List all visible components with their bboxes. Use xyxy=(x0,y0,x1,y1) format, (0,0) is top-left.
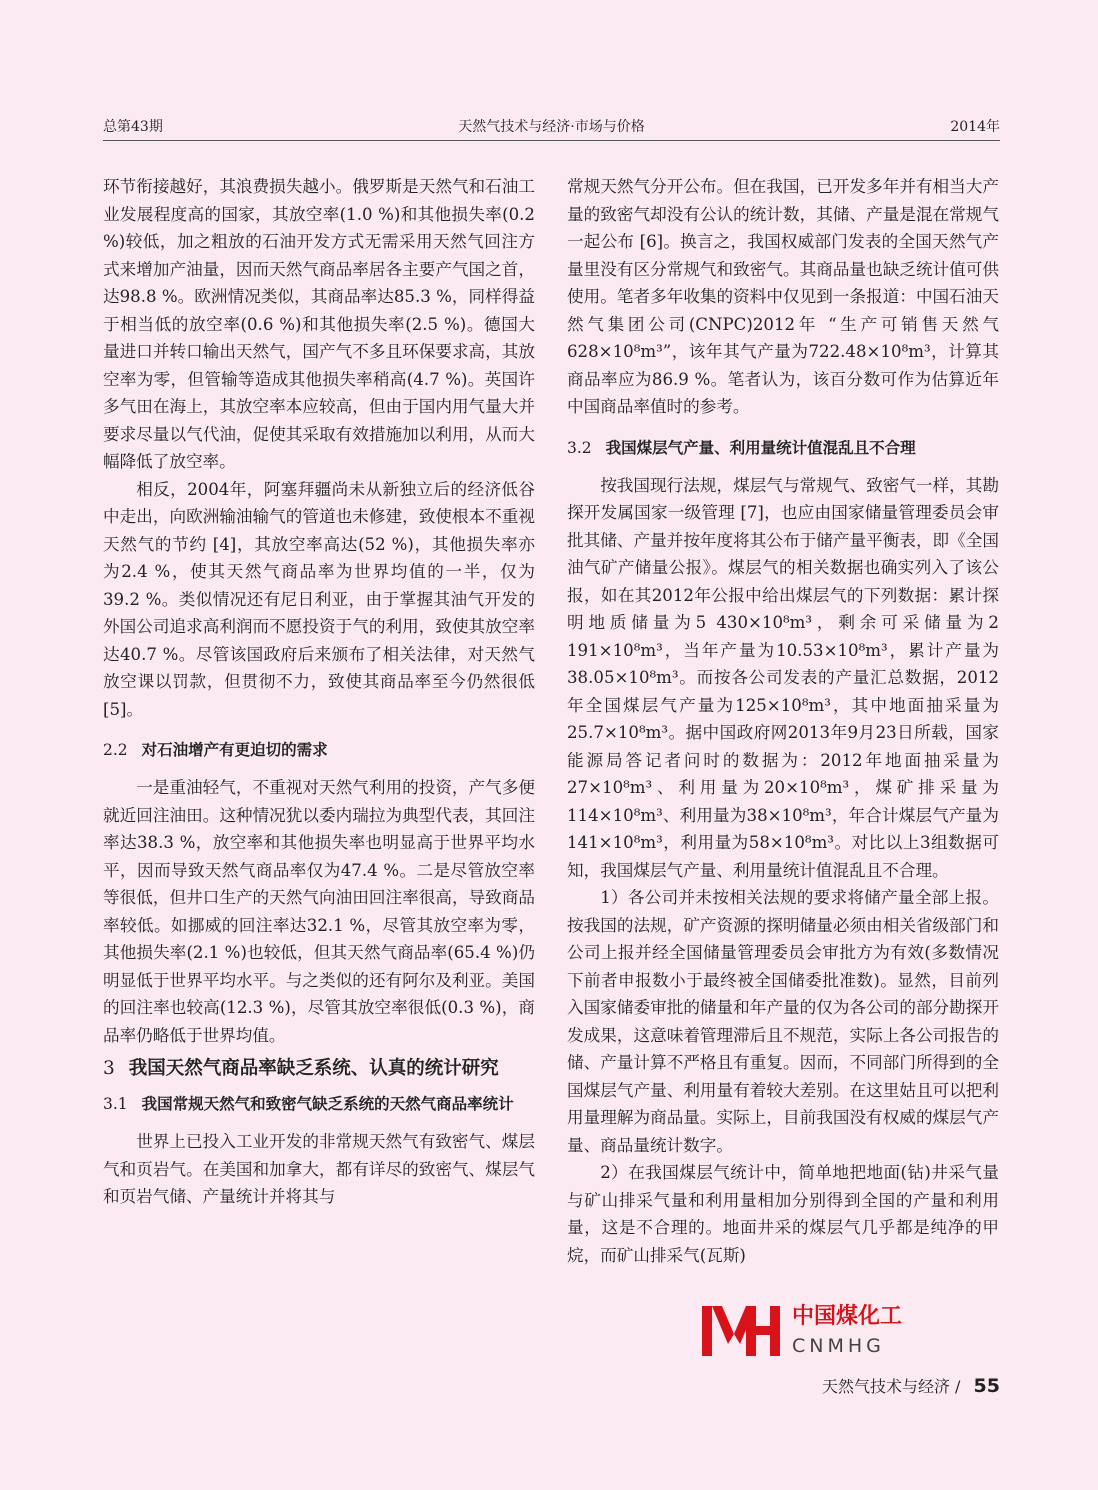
section-number: 3.2 xyxy=(567,438,592,457)
page-number: 55 xyxy=(973,1375,1000,1397)
section-heading-3-1 xyxy=(103,1091,535,1118)
paragraph: 按我国现行法规，煤层气与常规气、致密气一样，其勘探开发属国家一级管理 [7]，也应由国家储量管理委员会审批其储、产量并按年度将其公布于储产量平衡表，即《全国油气矿产储量公报》。煤层气的相关数据也确实列入了该公报，如在其2012年公报中给出煤层气的下列数据：累计探明地质储量为5 430×10⁸m³，剩余可采储量为2 191×10⁸m³，当年产量为10.53×10⁸m³，累计产量为38.05×10⁸m³。而按各公司发表的产量汇总数据，2012年全国煤层气产量为125×10⁸m³，其中地面抽采量为25.7×10⁸m³。据中国政府网2013年9月23日所载，国家能源局答记者问时的数据为：2012年地面抽采量为27×10⁸m³、利用量为20×10⁸m³，煤矿排采量为114×10⁸m³、利用量为38×10⁸m³，年合计煤层气产量为141×10⁸m³，利用量为58×10⁸m³。对比以上3组数据可知，我国煤层气产量、利用量统计值混乱且不合理。 xyxy=(567,475,999,880)
watermark-text-en: CNMHG xyxy=(792,1335,885,1357)
left-column xyxy=(103,173,535,1363)
paragraph: 一是重油轻气，不重视对天然气利用的投资，产气多便就近回注油田。这种情况犹以委内瑞拉为典型代表，其回注率达38.3 %，放空率和其他损失率也明显高于世界平均水平，因而导致天然气商品率仅为47.4 %。二是尽管放空率等很低，但井口生产的天然气向油田回注率很高，导致商品率较低。如挪威的回注率达32.1 %，尽管其放空率为零，其他损失率(2.1 %)也较低，但其天然气商品率(65.4 %)仍明显低于世界平均水平。与之类似的还有阿尔及利亚。美国的回注率也较高(12.3 %)，尽管其放空率很低(0.3 %)，商品率仍略低于世界均值。 xyxy=(103,778,535,1045)
running-header xyxy=(103,118,1000,141)
section-number: 3.1 xyxy=(103,1095,128,1113)
watermark-logo-icon xyxy=(700,1304,782,1358)
paragraph: 环节衔接越好，其浪费损失越小。俄罗斯是天然气和石油工业发展程度高的国家，其放空率(1.0 %)和其他损失率(0.2 %)较低，加之粗放的石油开发方式无需采用天然气回注方式来增加产油量，因而天然气商品率居各主要产气国之首，达98.8 %。欧洲情况类似，其商品率达85.3 %，同样得益于相当低的放空率(0.6 %)和其他损失率(2.5 %)。德国大量进口并转口输出天然气，国产气不多且环保要求高，其放空率为零，但管输等造成其他损失率稍高(4.7 %)。英国许多气田在海上，其放空率本应较高，但由于国内用气量大并要求尽量以气代油，促使其采取有效措施加以利用，从而大幅降低了放空率。 xyxy=(103,177,535,471)
section-title: 我国天然气商品率缺乏系统、认真的统计研究 xyxy=(128,1058,499,1079)
section-heading-3-2 xyxy=(567,435,999,462)
section-number: 3 xyxy=(103,1058,115,1079)
section-number: 2.2 xyxy=(103,741,128,759)
section-heading-2-2 xyxy=(103,737,535,764)
paragraph: 2）在我国煤层气统计中，简单地把地面(钻)井采气量与矿山排采气量和利用量相加分别得到全国的产量和利用量，这是不合理的。地面井采的煤层气几乎都是纯净的甲烷，而矿山排采气(瓦斯) xyxy=(567,1163,999,1265)
paragraph: 1）各公司并未按相关法规的要求将储产量全部上报。按我国的法规，矿产资源的探明储量必须由相关省级部门和公司上报并经全国储量管理委员会审批方为有效(多数情况下前者申报数小于最终被全国储委批准数)。显然，目前列入国家储委审批的储量和年产量的仅为各公司的部分勘探开发成果，这意味着管理滞后且不规范，实际上各公司报告的储、产量计算不严格且有重复。因而，不同部门所得到的全国煤层气产量、利用量有着较大差别。在这里姑且可以把利用量理解为商品量。实际上，目前我国没有权威的煤层气产量、商品量统计数字。 xyxy=(567,888,999,1155)
footer-journal: 天然气技术与经济 / xyxy=(821,1377,961,1396)
right-column xyxy=(567,173,999,1363)
running-footer xyxy=(822,1372,1000,1400)
section-heading-3 xyxy=(103,1055,535,1083)
watermark-text-cn: 中国煤化工 xyxy=(792,1304,903,1329)
paragraph: 相反，2004年，阿塞拜疆尚未从新独立后的经济低谷中走出，向欧洲输油输气的管道也未修建，致使根本不重视天然气的节约 [4]，其放空率高达(52 %)，其他损失率亦为2.4 %，使其天然气商品率为世界均值的一半，仅为39.2 %。类似情况还有尼日利亚，由于掌握其油气开发的外国公司追求高利润而不愿投资于气的利用，致使其放空率达40.7 %。尽管该国政府后来颁布了相关法律，对天然气放空课以罚款，但贯彻不力，致使其商品率至今仍然很低 [5]。 xyxy=(103,479,535,719)
year: 2014年 xyxy=(950,119,1000,135)
paragraph: 世界上已投入工业开发的非常规天然气有致密气、煤层气和页岩气。在美国和加拿大，都有详尽的致密气、煤层气和页岩气储、产量统计并将其与 xyxy=(103,1132,535,1206)
paragraph: 常规天然气分开公布。但在我国，已开发多年并有相当大产量的致密气却没有公认的统计数，其储、产量是混在常规气一起公布 [6]。换言之，我国权威部门发表的全国天然气产量里没有区分常规气和致密气。其商品量也缺乏统计值可供使用。笔者多年收集的资料中仅见到一条报道：中国石油天然气集团公司(CNPC)2012年 “生产可销售天然气628×10⁸m³”，该年其气产量为722.48×10⁸m³，计算其商品率应为86.9 %。笔者认为，该百分数可作为估算近年中国商品率值时的参考。 xyxy=(567,177,999,416)
watermark xyxy=(700,1304,1000,1360)
section-title: 我国煤层气产量、利用量统计值混乱且不合理 xyxy=(605,438,916,457)
section-title: 我国常规天然气和致密气缺乏系统的天然气商品率统计 xyxy=(141,1095,514,1113)
journal-section: 天然气技术与经济·市场与价格 xyxy=(458,119,645,135)
issue-number: 总第43期 xyxy=(103,119,163,135)
section-title: 对石油增产有更迫切的需求 xyxy=(141,741,328,759)
